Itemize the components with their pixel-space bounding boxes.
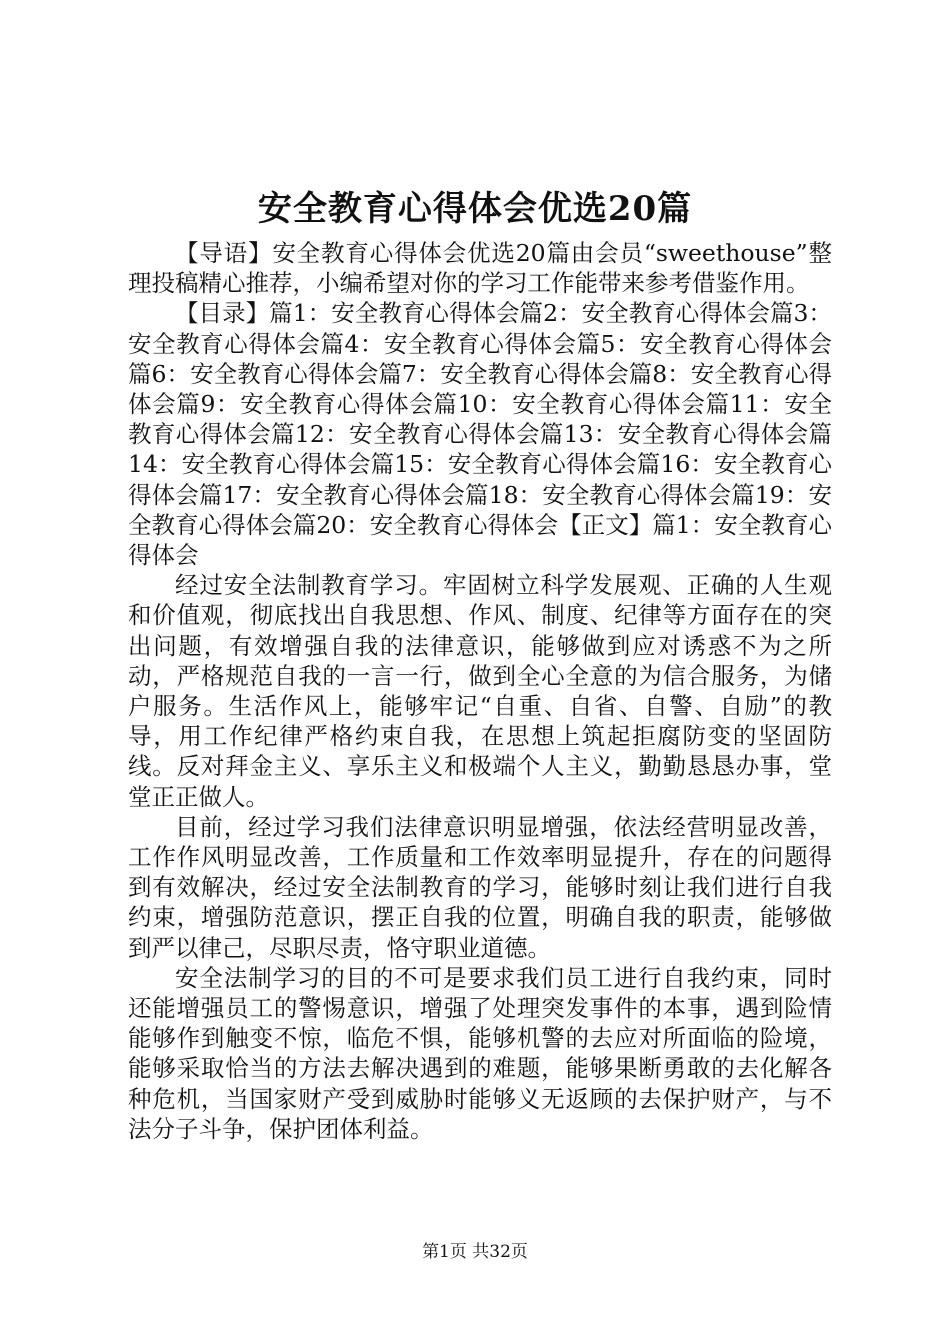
document-title: 安全教育心得体会优选20篇 bbox=[257, 189, 693, 229]
body-paragraph: 安全法制学习的目的不可是要求我们员工进行自我约束，同时还能增强员工的警惕意识，增强了处理突发事件的本事，遇到险情能够作到触变不惊，临危不惧，能够机警的去应对所面临的险境，能够采取恰当的方法去解决遇到的难题，能够果断勇敢的去化解各种危机，当国家财产受到威胁时能够义无返顾的去保护财产，与不法分子斗争，保护团体利益。 bbox=[128, 963, 832, 1143]
document-body bbox=[128, 238, 832, 1144]
intro-paragraph: 【导语】安全教育心得体会优选20篇由会员“sweethouse”整理投稿精心推荐，小编希望对你的学习工作能带来参考借鉴作用。 bbox=[128, 239, 832, 298]
page-number-footer: 第1页 共32页 bbox=[422, 1242, 528, 1262]
body-paragraph: 目前，经过学习我们法律意识明显增强，依法经营明显改善，工作作风明显改善，工作质量和工作效率明显提升，存在的问题得到有效解决，经过安全法制教育的学习，能够时刻让我们进行自我约束，增强防范意识，摆正自我的位置，明确自我的职责，能够做到严以律己，尽职尽责，恪守职业道德。 bbox=[128, 812, 832, 962]
body-paragraph: 经过安全法制教育学习。牢固树立科学发展观、正确的人生观和价值观，彻底找出自我思想、作风、制度、纪律等方面存在的突出问题，有效增强自我的法律意识，能够做到应对诱惑不为之所动，严格规范自我的一言一行，做到全心全意的为信合服务，为储户服务。生活作风上，能够牢记“自重、自省、自警、自励”的教导，用工作纪律严格约束自我，在思想上筑起拒腐防变的坚固防线。反对拜金主义、享乐主义和极端个人主义，勤勤恳恳办事，堂堂正正做人。 bbox=[128, 571, 832, 811]
table-of-contents-paragraph: 【目录】篇1：安全教育心得体会篇2：安全教育心得体会篇3：安全教育心得体会篇4：安全教育心得体会篇5：安全教育心得体会篇6：安全教育心得体会篇7：安全教育心得体会篇8：安全教育心得体会篇9：安全教育心得体会篇10：安全教育心得体会篇11：安全教育心得体会篇12：安全教育心得体会篇13：安全教育心得体会篇14：安全教育心得体会篇15：安全教育心得体会篇16：安全教育心得体会篇17：安全教育心得体会篇18：安全教育心得体会篇19：安全教育心得体会篇20：安全教育心得体会【正文】篇1：安全教育心得体会 bbox=[128, 299, 832, 570]
